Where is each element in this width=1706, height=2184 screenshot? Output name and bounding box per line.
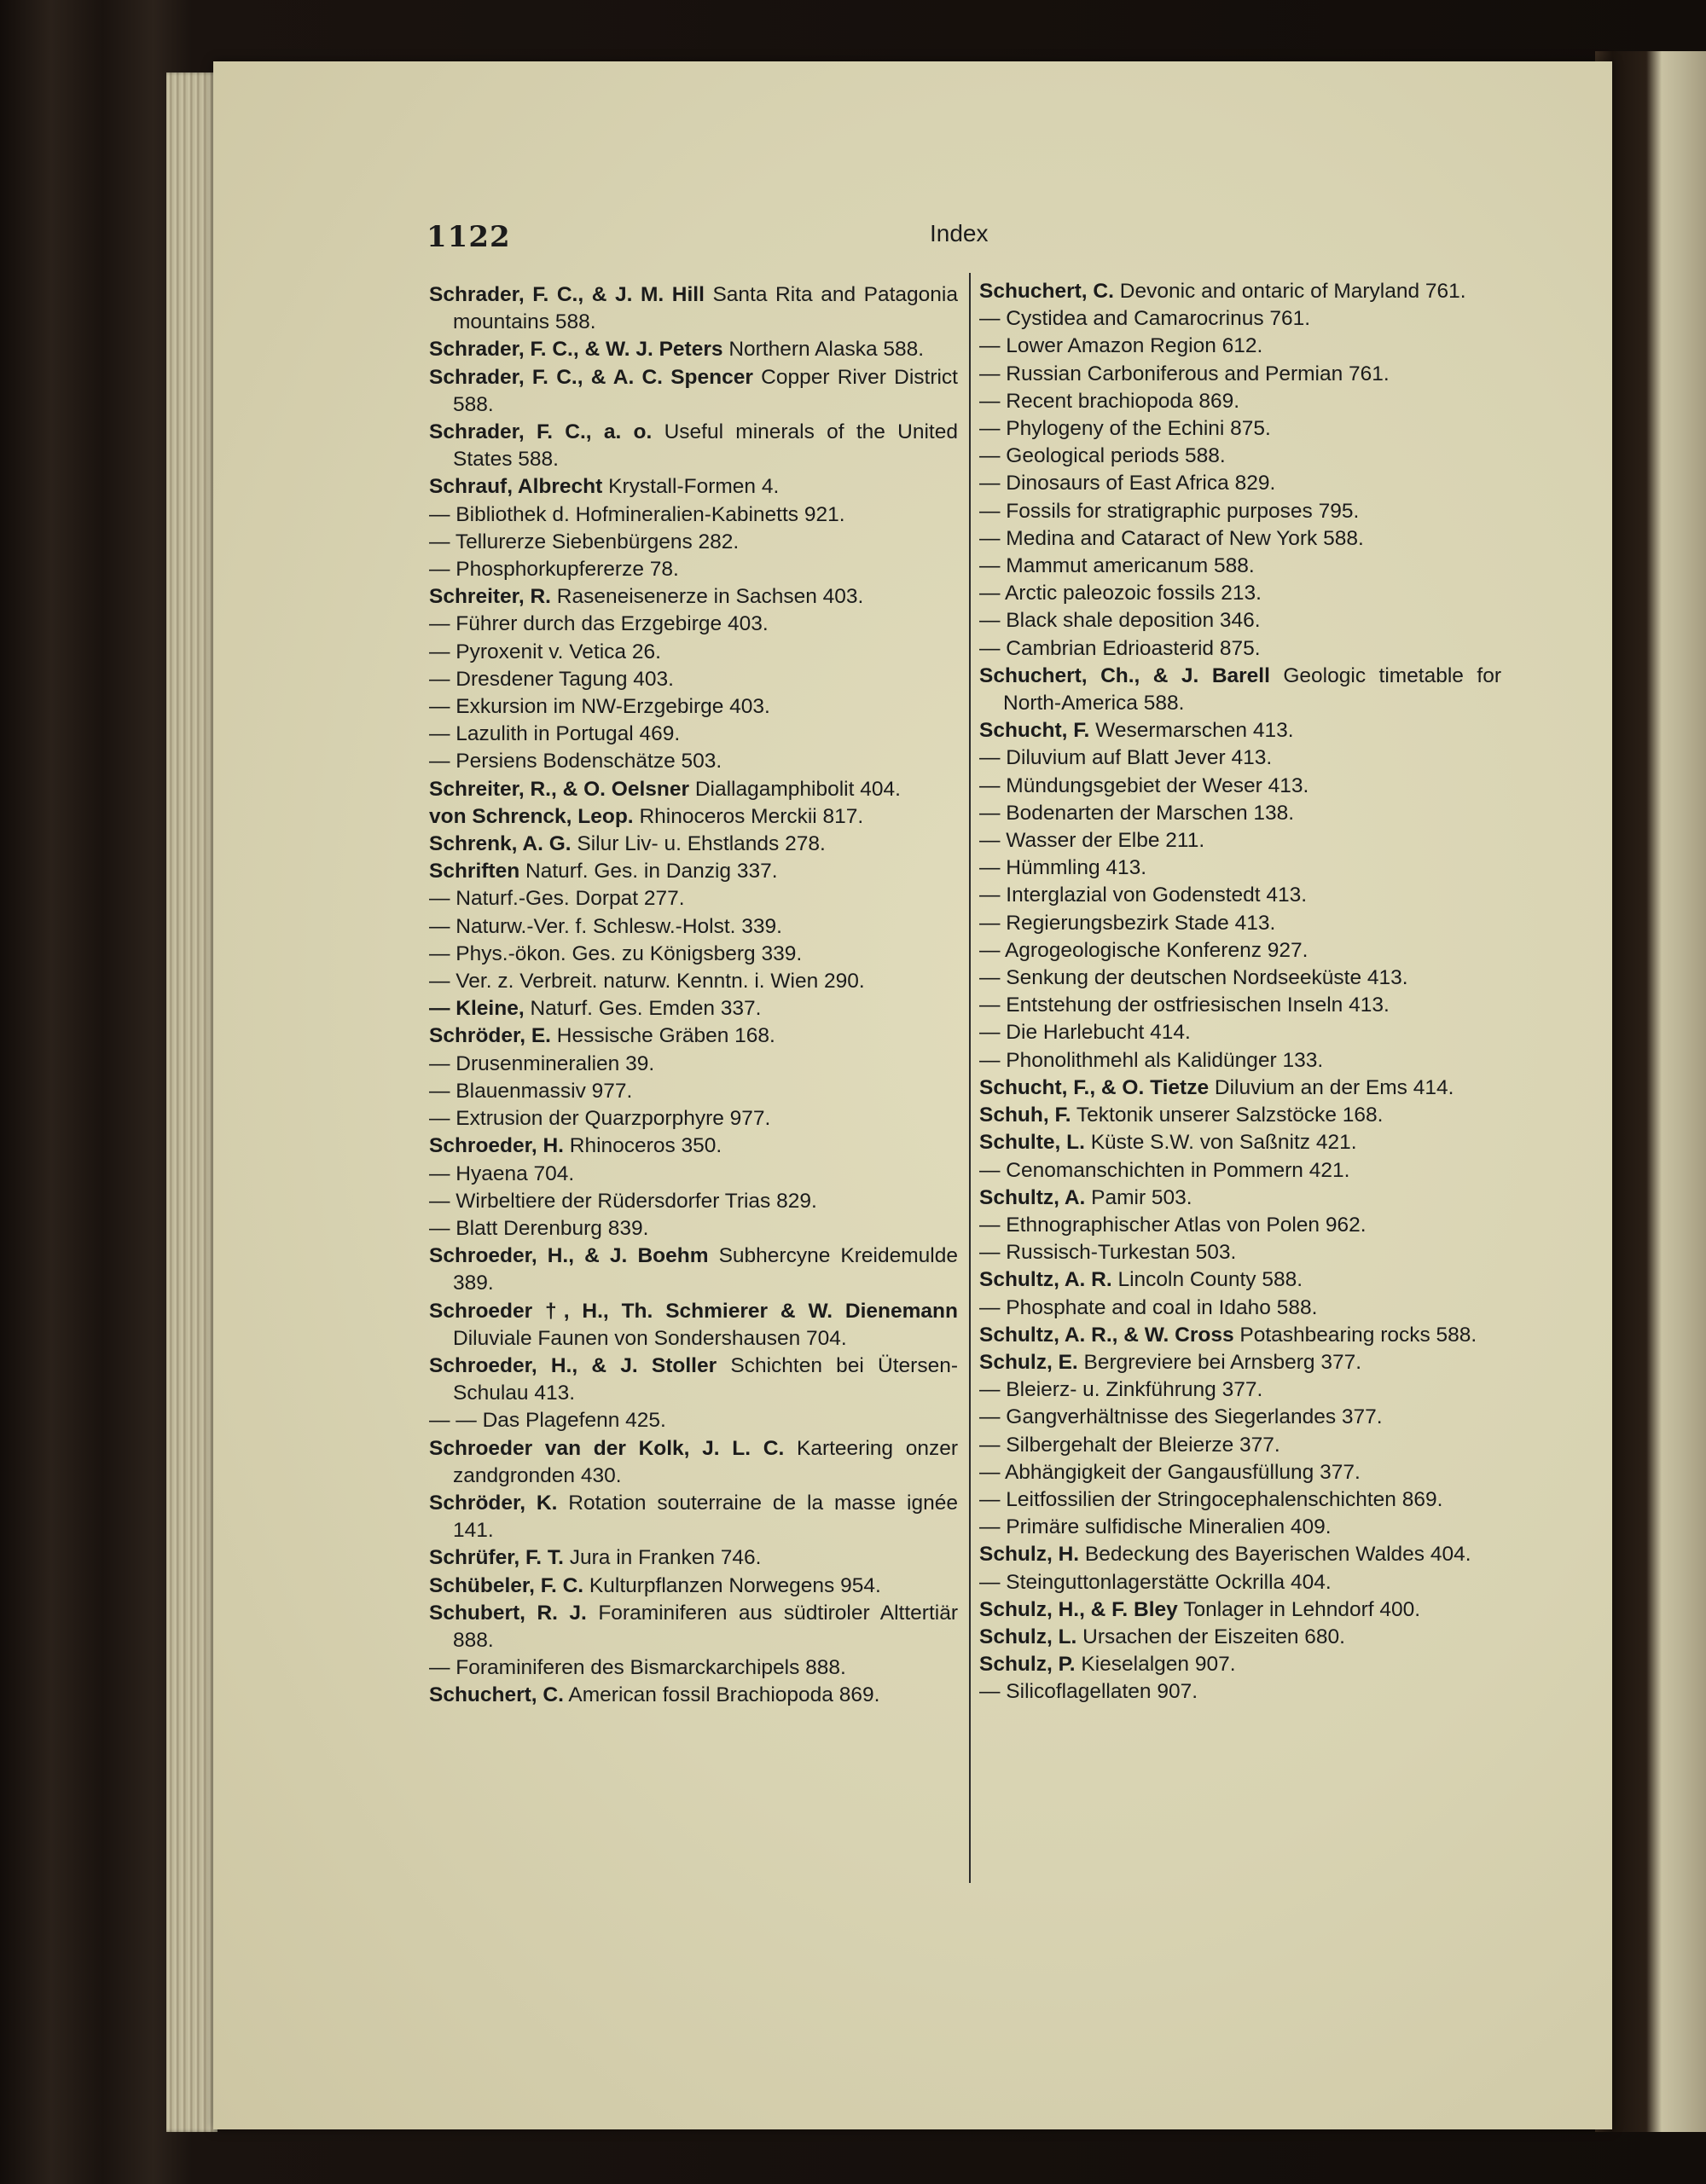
- entry-title: Potashbearing rocks 588.: [1239, 1323, 1477, 1347]
- entry-title: — Interglazial von Godenstedt 413.: [979, 883, 1308, 907]
- entry-author: Schrader, F. C., & A. C. Spencer: [429, 365, 753, 389]
- index-entry: [429, 639, 958, 666]
- entry-author: Schulz, H.: [979, 1543, 1080, 1567]
- index-entry: [429, 419, 958, 473]
- index-entry: [429, 501, 958, 529]
- index-entry: [979, 800, 1501, 827]
- entry-title: Kieselalgen 907.: [1081, 1653, 1236, 1677]
- entry-title: Ursachen der Eiszeiten 680.: [1082, 1625, 1345, 1648]
- index-entry: [429, 1105, 958, 1133]
- entry-title: Wesermarschen 413.: [1095, 719, 1294, 743]
- entry-title: Rotation souterraine de la masse ignée 141.: [453, 1491, 958, 1543]
- index-entry: [979, 910, 1501, 937]
- index-entry: [979, 1514, 1501, 1541]
- index-entry: [979, 1541, 1501, 1568]
- index-entry: [429, 666, 958, 693]
- entry-author: Schultz, A. R.: [979, 1268, 1112, 1292]
- index-entry: [979, 1486, 1501, 1514]
- index-entry: [429, 1022, 958, 1050]
- entry-title: Hessische Gräben 168.: [556, 1024, 775, 1048]
- index-entry: [979, 1266, 1501, 1294]
- entry-title: — Exkursion im NW-Erzgebirge 403.: [429, 695, 770, 719]
- index-entry: [979, 992, 1501, 1019]
- index-entry: [979, 1239, 1501, 1266]
- entry-author: Schröder, E.: [429, 1024, 551, 1048]
- index-entry: [979, 470, 1501, 497]
- index-entry: [979, 717, 1501, 744]
- entry-title: — Cenomanschichten in Pommern 421.: [979, 1158, 1350, 1182]
- entry-author: Schulte, L.: [979, 1131, 1085, 1155]
- entry-title: Silur Liv- u. Ehstlands 278.: [577, 832, 826, 856]
- index-entry: [979, 744, 1501, 772]
- entry-author: Schriften: [429, 860, 520, 883]
- entry-author: Schreiter, R.: [429, 585, 551, 609]
- entry-title: Diluvium an der Ems 414.: [1214, 1075, 1454, 1099]
- entry-title: Foraminiferen aus südtiroler Alttertiär 888.: [453, 1601, 958, 1652]
- entry-title: Naturf. Ges. in Danzig 337.: [525, 860, 778, 883]
- entry-title: Rhinoceros 350.: [569, 1134, 722, 1158]
- index-entry: [429, 529, 958, 556]
- entry-title: — — Das Plagefenn 425.: [429, 1409, 666, 1433]
- entry-title: — Dinosaurs of East Africa 829.: [979, 472, 1276, 495]
- index-entry: [429, 1133, 958, 1160]
- entry-author: Schrader, F. C., a. o.: [429, 420, 653, 444]
- entry-title: — Leitfossilien der Stringocephalenschichten 869.: [979, 1487, 1443, 1511]
- entry-author: Schrenk, A. G.: [429, 832, 572, 856]
- entry-title: — Bleierz- u. Zinkführung 377.: [979, 1378, 1263, 1402]
- index-entry: [979, 1678, 1501, 1706]
- index-entry: [429, 281, 958, 336]
- entry-author: Schulz, E.: [979, 1350, 1078, 1374]
- index-entry: [979, 882, 1501, 909]
- entry-title: — Phonolithmehl als Kalidünger 133.: [979, 1048, 1324, 1072]
- index-entry: [429, 1654, 958, 1682]
- index-entry: [979, 443, 1501, 470]
- entry-title: Karteering onzer zandgronden 430.: [453, 1436, 958, 1487]
- entry-author: Schuchert, Ch., & J. Barell: [979, 663, 1270, 687]
- entry-title: Tektonik unserer Salzstöcke 168.: [1076, 1104, 1384, 1127]
- index-column-left: [429, 281, 958, 1710]
- entry-title: — Blauenmassiv 977.: [429, 1079, 633, 1103]
- index-entry: [979, 388, 1501, 415]
- page-edges: [166, 72, 218, 2132]
- entry-title: — Lower Amazon Region 612.: [979, 334, 1263, 358]
- index-entry: [979, 663, 1501, 717]
- entry-title: — Cambrian Edrioasterid 875.: [979, 636, 1261, 660]
- index-entry: [429, 1161, 958, 1188]
- entry-title: — Foraminiferen des Bismarckarchipels 888.: [429, 1656, 846, 1680]
- entry-title: — Tellurerze Siebenbürgens 282.: [429, 530, 740, 553]
- entry-title: — Ver. z. Verbreit. naturw. Kenntn. i. Wien 290.: [429, 970, 865, 994]
- index-entry: [979, 1075, 1501, 1102]
- entry-author: Schucht, F., & O. Tietze: [979, 1075, 1210, 1099]
- entry-title: — Führer durch das Erzgebirge 403.: [429, 612, 769, 636]
- index-entry: [979, 1157, 1501, 1185]
- index-entry: [979, 1404, 1501, 1431]
- entry-title: Tonlager in Lehndorf 400.: [1183, 1597, 1421, 1621]
- index-entry: [429, 1051, 958, 1078]
- entry-title: — Silbergehalt der Bleierze 377.: [979, 1433, 1280, 1457]
- entry-author: Schrüfer, F. T.: [429, 1546, 564, 1570]
- entry-title: — Extrusion der Quarzporphyre 977.: [429, 1107, 771, 1131]
- entry-title: — Senkung der deutschen Nordseeküste 413.: [979, 966, 1408, 990]
- index-entry: [429, 803, 958, 831]
- page-title: Index: [930, 220, 989, 246]
- entry-author: von Schrenck, Leop.: [429, 804, 634, 828]
- entry-author: Schulz, L.: [979, 1625, 1077, 1648]
- index-entry: [429, 748, 958, 775]
- index-entry: [979, 1322, 1501, 1349]
- entry-title: — Abhängigkeit der Gangausfüllung 377.: [979, 1460, 1361, 1484]
- entry-title: — Bodenarten der Marschen 138.: [979, 801, 1295, 825]
- index-entry: [429, 1544, 958, 1572]
- entry-title: — Diluvium auf Blatt Jever 413.: [979, 746, 1273, 770]
- index-entry: [979, 1129, 1501, 1156]
- entry-title: — Hümmling 413.: [979, 856, 1147, 880]
- index-entry: [979, 305, 1501, 333]
- entry-title: Bergreviere bei Arnsberg 377.: [1083, 1350, 1362, 1374]
- entry-title: — Blatt Derenburg 839.: [429, 1216, 649, 1240]
- index-entry: [979, 553, 1501, 580]
- index-entry: [979, 1185, 1501, 1212]
- index-entry: [429, 473, 958, 501]
- entry-title: — Phosphate and coal in Idaho 588.: [979, 1295, 1318, 1319]
- entry-title: Geologic timetable for North-America 588.: [1003, 663, 1501, 715]
- index-entry: [429, 1573, 958, 1600]
- entry-author: Schubert, R. J.: [429, 1601, 587, 1625]
- index-entry: [979, 827, 1501, 854]
- index-entry: [979, 1349, 1501, 1376]
- index-entry: [429, 556, 958, 583]
- entry-author: Schroeder, H., & J. Boehm: [429, 1244, 709, 1268]
- entry-title: Pamir 503.: [1091, 1185, 1192, 1209]
- index-entry: [429, 1682, 958, 1709]
- entry-title: Naturf. Ges. Emden 337.: [530, 997, 762, 1021]
- index-entry: [429, 1243, 958, 1297]
- entry-title: — Phys.-ökon. Ges. zu Königsberg 339.: [429, 941, 803, 965]
- index-entry: [979, 333, 1501, 360]
- index-entry: [979, 773, 1501, 800]
- entry-author: Schroeder †, H., Th. Schmierer & W. Dienemann: [429, 1299, 958, 1323]
- entry-title: — Silicoflagellaten 907.: [979, 1680, 1198, 1704]
- index-entry: [429, 1188, 958, 1215]
- entry-title: — Ethnographischer Atlas von Polen 962.: [979, 1213, 1367, 1237]
- index-entry: [429, 1435, 958, 1490]
- index-entry: [979, 580, 1501, 607]
- entry-title: — Steinguttonlagerstätte Ockrilla 404.: [979, 1570, 1332, 1594]
- index-entry: [979, 1651, 1501, 1678]
- index-entry: [429, 913, 958, 941]
- entry-author: — Kleine,: [429, 997, 525, 1021]
- entry-title: Jura in Franken 746.: [569, 1546, 762, 1570]
- entry-title: — Pyroxenit v. Vetica 26.: [429, 640, 661, 663]
- index-entry: [429, 1490, 958, 1544]
- index-entry: [429, 611, 958, 638]
- entry-title: — Gangverhältnisse des Siegerlandes 377.: [979, 1405, 1383, 1429]
- entry-title: — Fossils for stratigraphic purposes 795.: [979, 499, 1360, 523]
- entry-title: — Lazulith in Portugal 469.: [429, 722, 681, 746]
- entry-author: Schroeder, H.: [429, 1134, 564, 1158]
- entry-title: Lincoln County 588.: [1117, 1268, 1303, 1292]
- entry-title: Diluviale Faunen von Sondershausen 704.: [453, 1326, 847, 1350]
- index-entry: [979, 607, 1501, 634]
- entry-title: — Drusenmineralien 39.: [429, 1051, 655, 1075]
- entry-author: Schröder, K.: [429, 1491, 558, 1515]
- index-entry: [429, 364, 958, 419]
- entry-title: — Geological periods 588.: [979, 444, 1226, 468]
- index-entry: [429, 336, 958, 363]
- index-entry: [979, 1459, 1501, 1486]
- entry-author: Schrader, F. C., & J. M. Hill: [429, 283, 705, 306]
- entry-title: — Phylogeny of the Echini 875.: [979, 417, 1271, 441]
- entry-author: Schroeder, H., & J. Stoller: [429, 1353, 717, 1377]
- index-entry: [979, 937, 1501, 965]
- entry-title: — Die Harlebucht 414.: [979, 1021, 1191, 1045]
- entry-title: Schichten bei Ütersen-Schulau 413.: [453, 1353, 959, 1405]
- index-entry: [979, 1569, 1501, 1596]
- entry-title: — Naturf.-Ges. Dorpat 277.: [429, 887, 685, 911]
- entry-title: Santa Rita and Patagonia mountains 588.: [453, 283, 958, 334]
- entry-title: — Naturw.-Ver. f. Schlesw.-Holst. 339.: [429, 914, 782, 938]
- index-entry: [979, 415, 1501, 443]
- index-entry: [429, 583, 958, 611]
- page-number: 1122: [426, 220, 511, 254]
- entry-title: — Mündungsgebiet der Weser 413.: [979, 773, 1309, 797]
- index-entry: [429, 995, 958, 1022]
- entry-author: Schuchert, C.: [979, 280, 1114, 303]
- entry-title: — Dresdener Tagung 403.: [429, 667, 674, 691]
- entry-title: — Wirbeltiere der Rüdersdorfer Trias 829.: [429, 1189, 817, 1213]
- index-entry: [429, 858, 958, 885]
- index-entry: [429, 1215, 958, 1243]
- index-column-right: [979, 278, 1501, 1706]
- index-entry: [979, 965, 1501, 992]
- index-entry: [979, 1596, 1501, 1624]
- entry-title: Bedeckung des Bayerischen Waldes 404.: [1084, 1543, 1471, 1567]
- entry-title: Copper River District 588.: [453, 365, 958, 416]
- index-entry: [979, 1212, 1501, 1239]
- index-entry: [429, 968, 958, 995]
- entry-title: — Cystidea and Camarocrinus 761.: [979, 307, 1311, 331]
- index-entry: [979, 1102, 1501, 1129]
- index-entry: [429, 693, 958, 721]
- index-entry: [429, 1600, 958, 1654]
- entry-title: — Arctic paleozoic fossils 213.: [979, 582, 1262, 605]
- index-entry: [979, 1295, 1501, 1322]
- entry-author: Schreiter, R., & O. Oelsner: [429, 777, 690, 801]
- index-entry: [979, 361, 1501, 388]
- entry-title: — Primäre sulfidische Mineralien 409.: [979, 1515, 1332, 1539]
- entry-title: Küste S.W. von Saßnitz 421.: [1090, 1131, 1357, 1155]
- index-entry: [979, 1047, 1501, 1075]
- entry-title: Rhinoceros Merckii 817.: [639, 804, 864, 828]
- entry-title: Useful minerals of the United States 588.: [453, 420, 958, 472]
- index-entry: [979, 1019, 1501, 1046]
- entry-title: Raseneisenerze in Sachsen 403.: [556, 585, 864, 609]
- entry-author: Schulz, P.: [979, 1653, 1076, 1677]
- entry-title: Devonic and ontaric of Maryland 761.: [1119, 280, 1466, 303]
- index-entry: [429, 1407, 958, 1434]
- entry-title: — Phosphorkupfererze 78.: [429, 558, 679, 582]
- entry-title: Diallagamphibolit 404.: [694, 777, 901, 801]
- entry-title: — Recent brachiopoda 869.: [979, 389, 1240, 413]
- entry-title: — Entstehung der ostfriesischen Inseln 413.: [979, 994, 1390, 1017]
- entry-title: Krystall-Formen 4.: [608, 475, 780, 499]
- entry-author: Schultz, A. R., & W. Cross: [979, 1323, 1234, 1347]
- index-entry: [979, 1376, 1501, 1404]
- index-entry: [429, 1078, 958, 1105]
- entry-title: — Wasser der Elbe 211.: [979, 829, 1205, 853]
- index-entry: [979, 854, 1501, 882]
- entry-title: — Mammut americanum 588.: [979, 554, 1255, 578]
- entry-title: — Regierungsbezirk Stade 413.: [979, 911, 1276, 935]
- index-entry: [979, 1432, 1501, 1459]
- entry-title: — Medina and Cataract of New York 588.: [979, 526, 1364, 550]
- index-entry: [429, 721, 958, 748]
- column-divider: [969, 273, 971, 1883]
- entry-author: Schrauf, Albrecht: [429, 475, 603, 499]
- index-entry: [979, 635, 1501, 663]
- entry-title: Kulturpflanzen Norwegens 954.: [589, 1573, 881, 1597]
- running-head: [426, 220, 1007, 263]
- index-entry: [429, 831, 958, 858]
- entry-title: — Agrogeologische Konferenz 927.: [979, 938, 1309, 962]
- entry-author: Schrader, F. C., & W. J. Peters: [429, 338, 723, 362]
- entry-author: Schroeder van der Kolk, J. L. C.: [429, 1436, 785, 1460]
- entry-title: — Persiens Bodenschätze 503.: [429, 750, 722, 773]
- index-entry: [979, 498, 1501, 525]
- index-entry: [979, 525, 1501, 553]
- index-entry: [979, 1624, 1501, 1651]
- entry-title: — Bibliothek d. Hofmineralien-Kabinetts 921.: [429, 502, 845, 526]
- entry-author: Schübeler, F. C.: [429, 1573, 584, 1597]
- entry-title: — Hyaena 704.: [429, 1162, 575, 1185]
- entry-title: — Russisch-Turkestan 503.: [979, 1241, 1237, 1265]
- index-entry: [429, 776, 958, 803]
- entry-title: — Russian Carboniferous and Permian 761.: [979, 362, 1390, 385]
- index-entry: [429, 885, 958, 912]
- entry-author: Schulz, H., & F. Bley: [979, 1597, 1178, 1621]
- entry-title: — Black shale deposition 346.: [979, 609, 1261, 633]
- entry-author: Schuh, F.: [979, 1104, 1071, 1127]
- entry-author: Schuchert, C.: [429, 1683, 564, 1707]
- entry-title: Northern Alaska 588.: [728, 338, 925, 362]
- entry-author: Schucht, F.: [979, 719, 1090, 743]
- index-entry: [429, 941, 958, 968]
- entry-title: American fossil Brachiopoda 869.: [568, 1683, 880, 1707]
- index-entry: [429, 1353, 958, 1407]
- entry-title: Subhercyne Kreidemulde 389.: [453, 1244, 958, 1295]
- index-entry: [429, 1298, 958, 1353]
- index-entry: [979, 278, 1501, 305]
- entry-author: Schultz, A.: [979, 1185, 1086, 1209]
